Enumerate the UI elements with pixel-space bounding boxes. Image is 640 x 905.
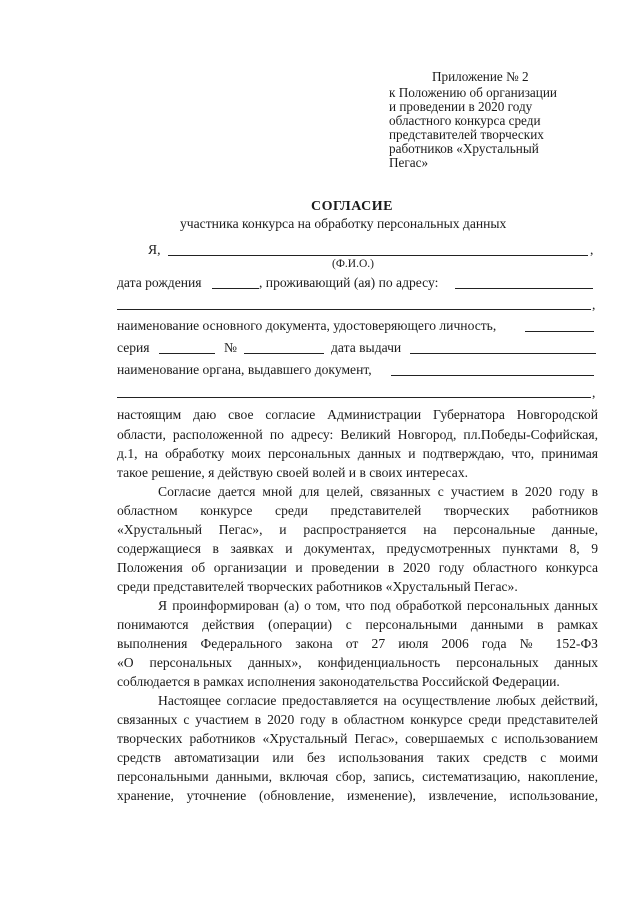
comma: ,	[592, 297, 596, 312]
body-line: «Хрустальный Пегас», и распространяется на персональные данные,	[117, 522, 598, 537]
series-field-line[interactable]	[159, 353, 215, 354]
comma: ,	[592, 385, 596, 400]
fio-caption: (Ф.И.О.)	[332, 258, 374, 270]
issue-date-field-line[interactable]	[410, 353, 596, 354]
header-line: областного конкурса среди	[389, 113, 541, 128]
address-continuation-line[interactable]	[117, 309, 591, 310]
address-field-line[interactable]	[455, 288, 593, 289]
id-document-field-line[interactable]	[525, 331, 594, 332]
issuer-continuation-line[interactable]	[117, 397, 591, 398]
comma: ,	[590, 242, 594, 257]
document-title: СОГЛАСИЕ	[311, 199, 393, 214]
document-subtitle: участника конкурса на обработку персональных данных	[180, 216, 507, 231]
body-line: «О персональных данных», конфиденциальность персональных данных	[117, 655, 598, 670]
label-ya: Я,	[148, 242, 161, 257]
header-line: представителей творческих	[389, 127, 544, 142]
birth-date-field-line[interactable]	[212, 288, 259, 289]
header-line: Пегас»	[389, 155, 429, 170]
body-line: творческих работников «Хрустальный Пегас», совершаемых с использованием	[117, 731, 598, 746]
issuer-field-line[interactable]	[391, 375, 594, 376]
header-line: к Положению об организации	[389, 85, 557, 100]
body-line: связанных с участием в 2020 году в областном конкурсе среди представителей	[117, 712, 598, 727]
body-line: Положения об организации и проведении в 2020 году областного конкурса	[117, 560, 598, 575]
body-line: персональными данными, включая сбор, запись, систематизацию, накопление,	[117, 769, 598, 784]
body-line: области, расположенной по адресу: Великий Новгород, пл.Победы-Софийская,	[117, 427, 598, 442]
body-line: соблюдается в рамках исполнения законодательства Российской Федерации.	[117, 674, 560, 689]
body-line: Я проинформирован (а) о том, что под обработкой персональных данных	[158, 598, 598, 613]
body-line: Настоящее согласие предоставляется на осуществление любых действий,	[158, 693, 598, 708]
body-line: выполнения Федерального закона от 27 июля 2006 года № 152-ФЗ	[117, 636, 598, 651]
body-line: хранение, уточнение (обновление, изменение), извлечение, использование,	[117, 788, 598, 803]
label-number: №	[224, 340, 237, 355]
body-line: содержащиеся в заявках и документах, предусмотренных пунктами 8, 9	[117, 541, 598, 556]
body-line: Согласие дается мной для целей, связанных с участием в 2020 году в	[158, 484, 598, 499]
label-series: серия	[117, 340, 150, 355]
body-line: среди представителей творческих работников «Хрустальный Пегас».	[117, 579, 518, 594]
header-line: работников «Хрустальный	[389, 141, 539, 156]
fio-field-line[interactable]	[168, 255, 588, 256]
header-line: и проведении в 2020 году	[389, 99, 533, 114]
appendix-number: Приложение № 2	[432, 69, 529, 84]
number-field-line[interactable]	[244, 353, 324, 354]
body-line: такое решение, я действую своей волей и в своих интересах.	[117, 465, 469, 480]
body-line: настоящим даю свое согласие Администрации Губернатора Новгородской	[117, 407, 598, 422]
body-line: областном конкурсе среди представителей творческих работников	[117, 503, 598, 518]
body-line: понимаются действия (операции) с персональными данными в рамках	[117, 617, 598, 632]
label-issuer: наименование органа, выдавшего документ,	[117, 362, 372, 377]
body-line: средств автоматизации или без использования таких средств с моими	[117, 750, 598, 765]
label-address: , проживающий (ая) по адресу:	[259, 275, 439, 290]
body-line: д.1, на обработку моих персональных данных и подтверждаю, что, принимая	[117, 446, 598, 461]
label-issue-date: дата выдачи	[331, 340, 402, 355]
label-birth-date: дата рождения	[117, 275, 202, 290]
label-id-document: наименование основного документа, удостоверяющего личность,	[117, 318, 497, 333]
